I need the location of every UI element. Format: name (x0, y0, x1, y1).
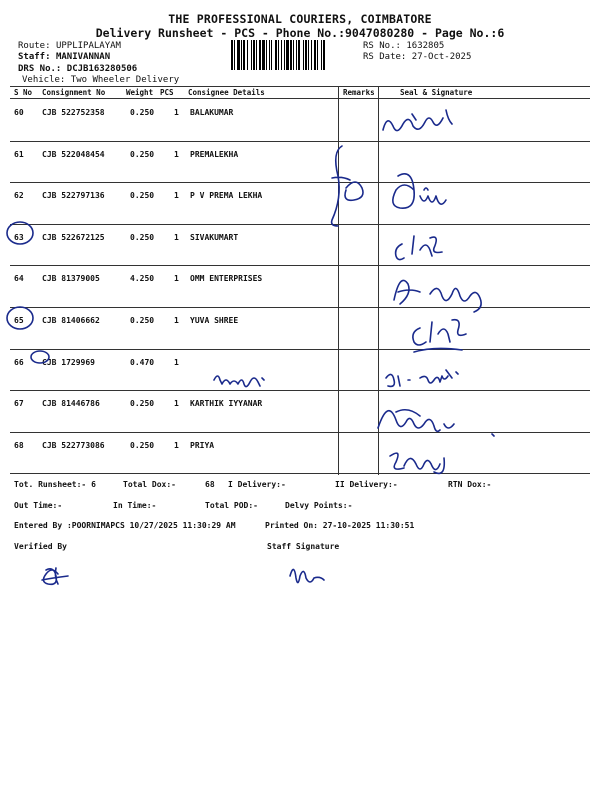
barcode-bar (253, 40, 255, 70)
route-value: UPPLIPALAYAM (55, 41, 121, 51)
cell-consignment: CJB 522048454 (42, 149, 105, 159)
rs-date-label: RS Date: (363, 52, 407, 62)
cell-pcs: 1 (174, 440, 179, 450)
in-time-label: In Time:- (113, 501, 157, 510)
cell-consignee: OMM ENTERPRISES (190, 274, 263, 284)
staff-signature-label: Staff Signature (267, 542, 340, 551)
cell-consignment: CJB 522752358 (42, 108, 105, 117)
rtn-dox-label: RTN Dox:- (448, 480, 492, 489)
cell-consignee: PRIYA (190, 440, 215, 450)
cell-pcs: 1 (174, 149, 179, 159)
cell-sno: 64 (14, 274, 24, 284)
total-pod-label: Total POD:- (205, 501, 258, 510)
barcode-bar (308, 40, 309, 70)
cell-weight: 0.250 (130, 399, 155, 409)
table-row (0, 433, 600, 475)
ii-delivery-label: II Delivery:- (335, 480, 398, 489)
out-time-label: Out Time:- (14, 501, 63, 510)
barcode-bar (266, 40, 267, 70)
vehicle-value: Two Wheeler Delivery (70, 75, 180, 85)
barcode-bar (237, 40, 240, 70)
barcode-bar (259, 40, 261, 70)
cell-pcs: 1 (174, 316, 179, 325)
cell-sno: 67 (14, 399, 24, 409)
route-line (18, 41, 121, 51)
rs-date-value: 27-Oct-2025 (411, 52, 472, 62)
barcode-bar (269, 40, 270, 70)
staff-line (18, 52, 110, 62)
verified-by-label: Verified By (14, 542, 67, 551)
cell-consignment: CJB 522797136 (42, 191, 105, 201)
table-header-border (10, 98, 590, 99)
table-row (0, 308, 600, 350)
total-dox-label: Total Dox:- (123, 480, 176, 489)
printed-on: Printed On: 27-10-2025 11:30:51 (265, 521, 415, 530)
cell-consignee: KARTHIK IYYANAR (190, 399, 263, 409)
barcode-bar (317, 40, 318, 70)
barcode-bar (305, 40, 307, 70)
cell-weight: 0.470 (130, 357, 155, 367)
table-row (0, 225, 600, 267)
cell-weight: 0.250 (130, 191, 155, 201)
delvy-points-label: Delvy Points:- (285, 501, 353, 510)
cell-sno: 68 (14, 440, 24, 450)
rs-no-value: 1632805 (406, 41, 445, 51)
col-consignee: Consignee Details (188, 88, 265, 97)
table-row (0, 142, 600, 184)
staff-label: Staff: (18, 52, 51, 62)
runsheet-subtitle: Delivery Runsheet - PCS - Phone No.:9047080280 - Page No.:6 (95, 26, 505, 40)
barcode-bar (256, 40, 257, 70)
rs-no-label: RS No.: (363, 41, 401, 51)
barcode-bar (262, 40, 265, 70)
cell-pcs: 1 (174, 232, 179, 242)
col-pcs: PCS (160, 88, 174, 97)
cell-pcs: 1 (174, 191, 179, 201)
cell-consignee: PREMALEKHA (190, 149, 239, 159)
vehicle-label: Vehicle: (22, 75, 66, 85)
cell-consignee: BALAKUMAR (190, 108, 234, 117)
company-title: THE PROFESSIONAL COURIERS, COIMBATORE (168, 12, 432, 26)
barcode-bar (303, 40, 304, 70)
cell-sno: 66 (14, 357, 24, 367)
barcode-bar (251, 40, 252, 70)
cell-consignment: CJB 1729969 (42, 357, 95, 367)
drs-value: DCJB163280506 (66, 64, 138, 74)
cell-weight: 0.250 (130, 149, 155, 159)
col-remarks: Remarks (343, 88, 375, 97)
barcode-bar (293, 40, 294, 70)
col-seal-signature: Seal & Signature (400, 88, 473, 97)
staff-value: MANIVANNAN (55, 52, 111, 62)
barcode-image (231, 40, 359, 70)
cell-consignee: P V PREMA LEKHA (190, 191, 263, 201)
table-row (0, 266, 600, 308)
cell-sno: 60 (14, 108, 24, 117)
cell-sno: 61 (14, 149, 24, 159)
barcode-bar (243, 40, 245, 70)
vehicle-line (22, 75, 179, 85)
cell-pcs: 1 (174, 108, 179, 117)
barcode-bar (241, 40, 242, 70)
barcode-bar (278, 40, 279, 70)
barcode-bar (314, 40, 316, 70)
verified-by-signature (42, 568, 68, 584)
cell-consignment: CJB 522773086 (42, 440, 105, 450)
row-divider (10, 473, 590, 474)
cell-consignment: CJB 522672125 (42, 232, 105, 242)
cell-weight: 0.250 (130, 440, 155, 450)
table-row (0, 100, 600, 142)
cell-weight: 4.250 (130, 274, 155, 284)
barcode-bar (286, 40, 289, 70)
cell-consignment: CJB 81379005 (42, 274, 100, 284)
drs-line (18, 64, 137, 74)
cell-consignment: CJB 81406662 (42, 316, 100, 325)
col-consignment: Consignment No (42, 88, 106, 97)
barcode-bar (281, 40, 282, 70)
barcode-bar (234, 40, 235, 70)
barcode-bar (284, 40, 285, 70)
table-row (0, 350, 600, 392)
cell-consignee: SIVAKUMART (190, 232, 239, 242)
table-top-border (10, 86, 590, 87)
cell-weight: 0.250 (130, 232, 155, 242)
cell-weight: 0.250 (130, 316, 155, 325)
tot-runsheet: Tot. Runsheet:- 6 (14, 480, 96, 489)
cell-pcs: 1 (174, 399, 179, 409)
table-row (0, 391, 600, 433)
barcode-bar (311, 40, 312, 70)
staff-signature-mark (290, 569, 324, 582)
barcode-bar (290, 40, 292, 70)
cell-pcs: 1 (174, 274, 179, 284)
barcode-bar (271, 40, 272, 70)
barcode-bar (296, 40, 297, 70)
cell-consignee: YUVA SHREE (190, 316, 239, 325)
col-weight: Weight (126, 88, 154, 97)
rs-date-line (363, 52, 471, 62)
cell-pcs: 1 (174, 357, 179, 367)
barcode-bar (298, 40, 300, 70)
cell-sno: 65 (14, 316, 24, 325)
table-row (0, 183, 600, 225)
cell-sno: 63 (14, 232, 24, 242)
cell-sno: 62 (14, 191, 24, 201)
col-sno: S No (14, 88, 33, 97)
barcode-bar (275, 40, 277, 70)
route-label: Route: (18, 41, 51, 51)
cell-weight: 0.250 (130, 108, 155, 117)
barcode-bar (323, 40, 325, 70)
rs-no-line (363, 41, 444, 51)
entered-by: Entered By :POORNIMAPCS 10/27/2025 11:30:29 AM (14, 521, 236, 530)
total-dox-value: 68 (205, 480, 215, 489)
barcode-bar (247, 40, 248, 70)
i-delivery-label: I Delivery:- (228, 480, 286, 489)
barcode-bar (231, 40, 233, 70)
cell-consignment: CJB 81446786 (42, 399, 100, 409)
barcode-bar (321, 40, 322, 70)
drs-label: DRS No.: (18, 64, 62, 74)
